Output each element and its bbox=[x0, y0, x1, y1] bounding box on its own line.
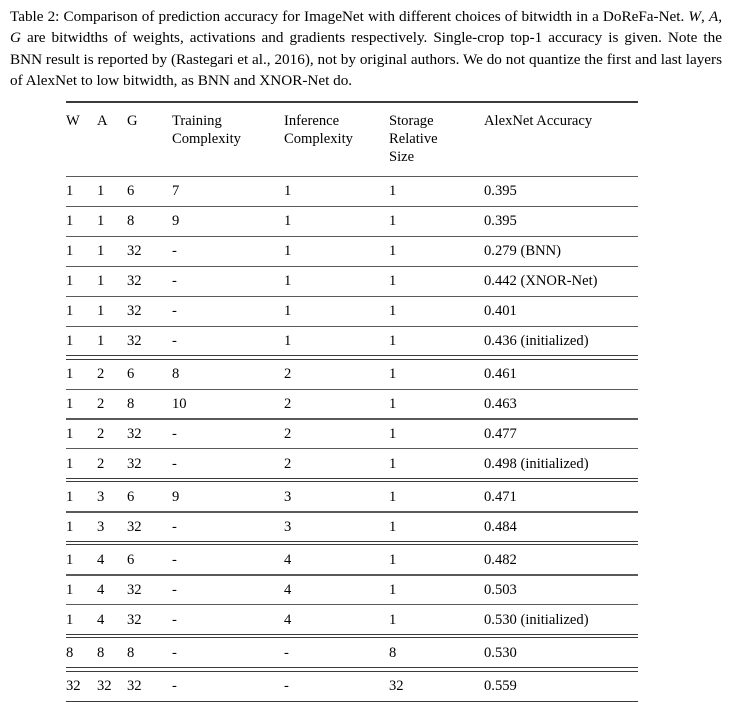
cell-g: 6 bbox=[127, 551, 135, 568]
cell-inference-complexity: 1 bbox=[284, 213, 292, 230]
cell-a: 4 bbox=[97, 611, 105, 628]
cell-g: 32 bbox=[127, 677, 142, 694]
column-header-training-complexity-line: Complexity bbox=[172, 131, 241, 148]
cell-g: 8 bbox=[127, 644, 135, 661]
table-row bbox=[66, 449, 638, 478]
cell-w: 1 bbox=[66, 488, 74, 505]
cell-alexnet-accuracy: 0.436 (initialized) bbox=[484, 332, 589, 349]
cell-alexnet-accuracy: 0.559 bbox=[484, 677, 517, 694]
cell-a: 32 bbox=[97, 677, 112, 694]
cell-g: 8 bbox=[127, 213, 135, 230]
cell-storage-relative-size: 1 bbox=[389, 332, 397, 349]
column-header-a-line: A bbox=[97, 113, 108, 130]
cell-g: 6 bbox=[127, 366, 135, 383]
table-row bbox=[66, 207, 638, 236]
column-header-training-complexity bbox=[172, 103, 284, 176]
caption-sep-2: , bbox=[718, 8, 723, 25]
column-header-inference-complexity-line: Inference bbox=[284, 113, 340, 130]
cell-storage-relative-size: 1 bbox=[389, 518, 397, 535]
cell-storage-relative-size: 1 bbox=[389, 183, 397, 200]
cell-training-complexity: 10 bbox=[172, 395, 187, 412]
cell-w: 32 bbox=[66, 677, 81, 694]
table-row bbox=[66, 483, 638, 512]
cell-training-complexity: - bbox=[172, 332, 177, 349]
cell-a: 1 bbox=[97, 243, 105, 260]
table-row bbox=[66, 546, 638, 575]
cell-g: 6 bbox=[127, 183, 135, 200]
caption-symbol-a: A bbox=[708, 8, 719, 25]
cell-alexnet-accuracy: 0.530 (initialized) bbox=[484, 611, 589, 628]
cell-training-complexity: - bbox=[172, 518, 177, 535]
cell-w: 1 bbox=[66, 455, 74, 472]
cell-inference-complexity: 3 bbox=[284, 488, 292, 505]
cell-g: 32 bbox=[127, 581, 142, 598]
cell-training-complexity: - bbox=[172, 677, 177, 694]
cell-training-complexity: - bbox=[172, 611, 177, 628]
cell-g: 32 bbox=[127, 518, 142, 535]
cell-a: 1 bbox=[97, 213, 105, 230]
table-row bbox=[66, 420, 638, 449]
cell-a: 2 bbox=[97, 366, 105, 383]
cell-a: 3 bbox=[97, 518, 105, 535]
cell-storage-relative-size: 1 bbox=[389, 213, 397, 230]
cell-a: 2 bbox=[97, 455, 105, 472]
cell-w: 1 bbox=[66, 273, 74, 290]
cell-inference-complexity: 3 bbox=[284, 518, 292, 535]
cell-w: 1 bbox=[66, 302, 74, 319]
cell-a: 4 bbox=[97, 551, 105, 568]
table-row bbox=[66, 297, 638, 326]
table-row bbox=[66, 327, 638, 356]
cell-inference-complexity: 2 bbox=[284, 366, 292, 383]
cell-inference-complexity: 1 bbox=[284, 302, 292, 319]
cell-alexnet-accuracy: 0.503 bbox=[484, 581, 517, 598]
cell-inference-complexity: - bbox=[284, 644, 289, 661]
caption-suffix: are bitwidths of weights, activations and gradients respectively. Single-crop top-1 accuracy is given. Note the BNN result is reported by (Rastegari et al., 2016), not by original authors. We do not quantize the first and last layers of AlexNet to low bitwidth, as BNN and XNOR-Net do. bbox=[10, 29, 722, 90]
cell-alexnet-accuracy: 0.530 bbox=[484, 644, 517, 661]
cell-alexnet-accuracy: 0.401 bbox=[484, 302, 517, 319]
cell-w: 1 bbox=[66, 551, 74, 568]
column-header-storage-relative-size bbox=[389, 103, 484, 176]
cell-alexnet-accuracy: 0.471 bbox=[484, 488, 517, 505]
cell-g: 32 bbox=[127, 302, 142, 319]
cell-alexnet-accuracy: 0.395 bbox=[484, 183, 517, 200]
table-row bbox=[66, 639, 638, 668]
column-header-w-line: W bbox=[66, 113, 80, 130]
cell-storage-relative-size: 1 bbox=[389, 488, 397, 505]
cell-inference-complexity: 4 bbox=[284, 581, 292, 598]
cell-training-complexity: 7 bbox=[172, 183, 180, 200]
cell-a: 1 bbox=[97, 302, 105, 319]
cell-g: 32 bbox=[127, 455, 142, 472]
cell-storage-relative-size: 1 bbox=[389, 425, 397, 442]
cell-a: 1 bbox=[97, 332, 105, 349]
cell-g: 32 bbox=[127, 332, 142, 349]
cell-alexnet-accuracy: 0.498 (initialized) bbox=[484, 455, 589, 472]
cell-w: 8 bbox=[66, 644, 74, 661]
caption-prefix: Table 2: Comparison of prediction accuracy for ImageNet with different choices of bitwidth in a DoReFa-Net. bbox=[10, 8, 689, 25]
cell-alexnet-accuracy: 0.477 bbox=[484, 425, 517, 442]
cell-training-complexity: - bbox=[172, 644, 177, 661]
column-header-a bbox=[97, 103, 127, 176]
cell-a: 2 bbox=[97, 395, 105, 412]
column-header-alexnet-accuracy bbox=[484, 103, 638, 176]
cell-alexnet-accuracy: 0.279 (BNN) bbox=[484, 243, 562, 260]
cell-storage-relative-size: 1 bbox=[389, 395, 397, 412]
table-row bbox=[66, 672, 638, 701]
cell-w: 1 bbox=[66, 243, 74, 260]
cell-inference-complexity: 1 bbox=[284, 332, 292, 349]
cell-inference-complexity: 1 bbox=[284, 243, 292, 260]
column-header-training-complexity-line: Training bbox=[172, 113, 222, 130]
cell-w: 1 bbox=[66, 213, 74, 230]
caption-symbol-w: W bbox=[688, 8, 702, 25]
cell-training-complexity: - bbox=[172, 581, 177, 598]
cell-alexnet-accuracy: 0.463 bbox=[484, 395, 517, 412]
cell-training-complexity: 9 bbox=[172, 488, 180, 505]
cell-storage-relative-size: 1 bbox=[389, 243, 397, 260]
cell-training-complexity: - bbox=[172, 302, 177, 319]
cell-a: 2 bbox=[97, 425, 105, 442]
cell-a: 4 bbox=[97, 581, 105, 598]
cell-g: 32 bbox=[127, 425, 142, 442]
cell-training-complexity: - bbox=[172, 425, 177, 442]
cell-a: 3 bbox=[97, 488, 105, 505]
cell-storage-relative-size: 8 bbox=[389, 644, 397, 661]
cell-g: 32 bbox=[127, 243, 142, 260]
cell-w: 1 bbox=[66, 611, 74, 628]
table-row bbox=[66, 267, 638, 296]
table-row bbox=[66, 390, 638, 419]
cell-alexnet-accuracy: 0.484 bbox=[484, 518, 517, 535]
cell-training-complexity: - bbox=[172, 273, 177, 290]
cell-storage-relative-size: 1 bbox=[389, 302, 397, 319]
cell-alexnet-accuracy: 0.442 (XNOR-Net) bbox=[484, 273, 598, 290]
table-row bbox=[66, 605, 638, 634]
cell-storage-relative-size: 1 bbox=[389, 366, 397, 383]
cell-alexnet-accuracy: 0.395 bbox=[484, 213, 517, 230]
cell-w: 1 bbox=[66, 366, 74, 383]
cell-w: 1 bbox=[66, 332, 74, 349]
cell-inference-complexity: - bbox=[284, 677, 289, 694]
cell-inference-complexity: 4 bbox=[284, 611, 292, 628]
cell-w: 1 bbox=[66, 425, 74, 442]
cell-storage-relative-size: 1 bbox=[389, 273, 397, 290]
column-header-storage-relative-size-line: Size bbox=[389, 149, 415, 166]
cell-storage-relative-size: 1 bbox=[389, 551, 397, 568]
cell-w: 1 bbox=[66, 395, 74, 412]
caption-sep-1: , bbox=[701, 8, 709, 25]
cell-inference-complexity: 1 bbox=[284, 183, 292, 200]
table-row bbox=[66, 360, 638, 389]
cell-g: 6 bbox=[127, 488, 135, 505]
column-header-g-line: G bbox=[127, 113, 138, 130]
cell-inference-complexity: 1 bbox=[284, 273, 292, 290]
cell-training-complexity: - bbox=[172, 455, 177, 472]
cell-w: 1 bbox=[66, 581, 74, 598]
cell-storage-relative-size: 1 bbox=[389, 611, 397, 628]
table-row bbox=[66, 513, 638, 542]
table-row bbox=[66, 576, 638, 605]
cell-storage-relative-size: 32 bbox=[389, 677, 404, 694]
cell-a: 8 bbox=[97, 644, 105, 661]
table-row bbox=[66, 177, 638, 206]
table-caption bbox=[10, 6, 722, 92]
column-header-inference-complexity bbox=[284, 103, 389, 176]
cell-a: 1 bbox=[97, 183, 105, 200]
cell-storage-relative-size: 1 bbox=[389, 581, 397, 598]
cell-w: 1 bbox=[66, 518, 74, 535]
table-header-row bbox=[66, 103, 638, 176]
caption-symbol-g: G bbox=[10, 29, 21, 47]
cell-inference-complexity: 2 bbox=[284, 425, 292, 442]
cell-training-complexity: 8 bbox=[172, 366, 180, 383]
column-header-g bbox=[127, 103, 172, 176]
cell-training-complexity: 9 bbox=[172, 213, 180, 230]
cell-g: 32 bbox=[127, 273, 142, 290]
column-header-alexnet-accuracy-line: AlexNet Accuracy bbox=[484, 113, 593, 130]
table-row bbox=[66, 237, 638, 266]
cell-w: 1 bbox=[66, 183, 74, 200]
cell-inference-complexity: 2 bbox=[284, 395, 292, 412]
cell-inference-complexity: 2 bbox=[284, 455, 292, 472]
cell-alexnet-accuracy: 0.482 bbox=[484, 551, 517, 568]
column-header-inference-complexity-line: Complexity bbox=[284, 131, 353, 148]
column-header-w bbox=[66, 103, 97, 176]
cell-g: 32 bbox=[127, 611, 142, 628]
cell-storage-relative-size: 1 bbox=[389, 455, 397, 472]
cell-training-complexity: - bbox=[172, 243, 177, 260]
column-header-storage-relative-size-line: Relative bbox=[389, 131, 438, 148]
cell-a: 1 bbox=[97, 273, 105, 290]
cell-inference-complexity: 4 bbox=[284, 551, 292, 568]
cell-training-complexity: - bbox=[172, 551, 177, 568]
cell-g: 8 bbox=[127, 395, 135, 412]
column-header-storage-relative-size-line: Storage bbox=[389, 113, 434, 130]
cell-alexnet-accuracy: 0.461 bbox=[484, 366, 517, 383]
